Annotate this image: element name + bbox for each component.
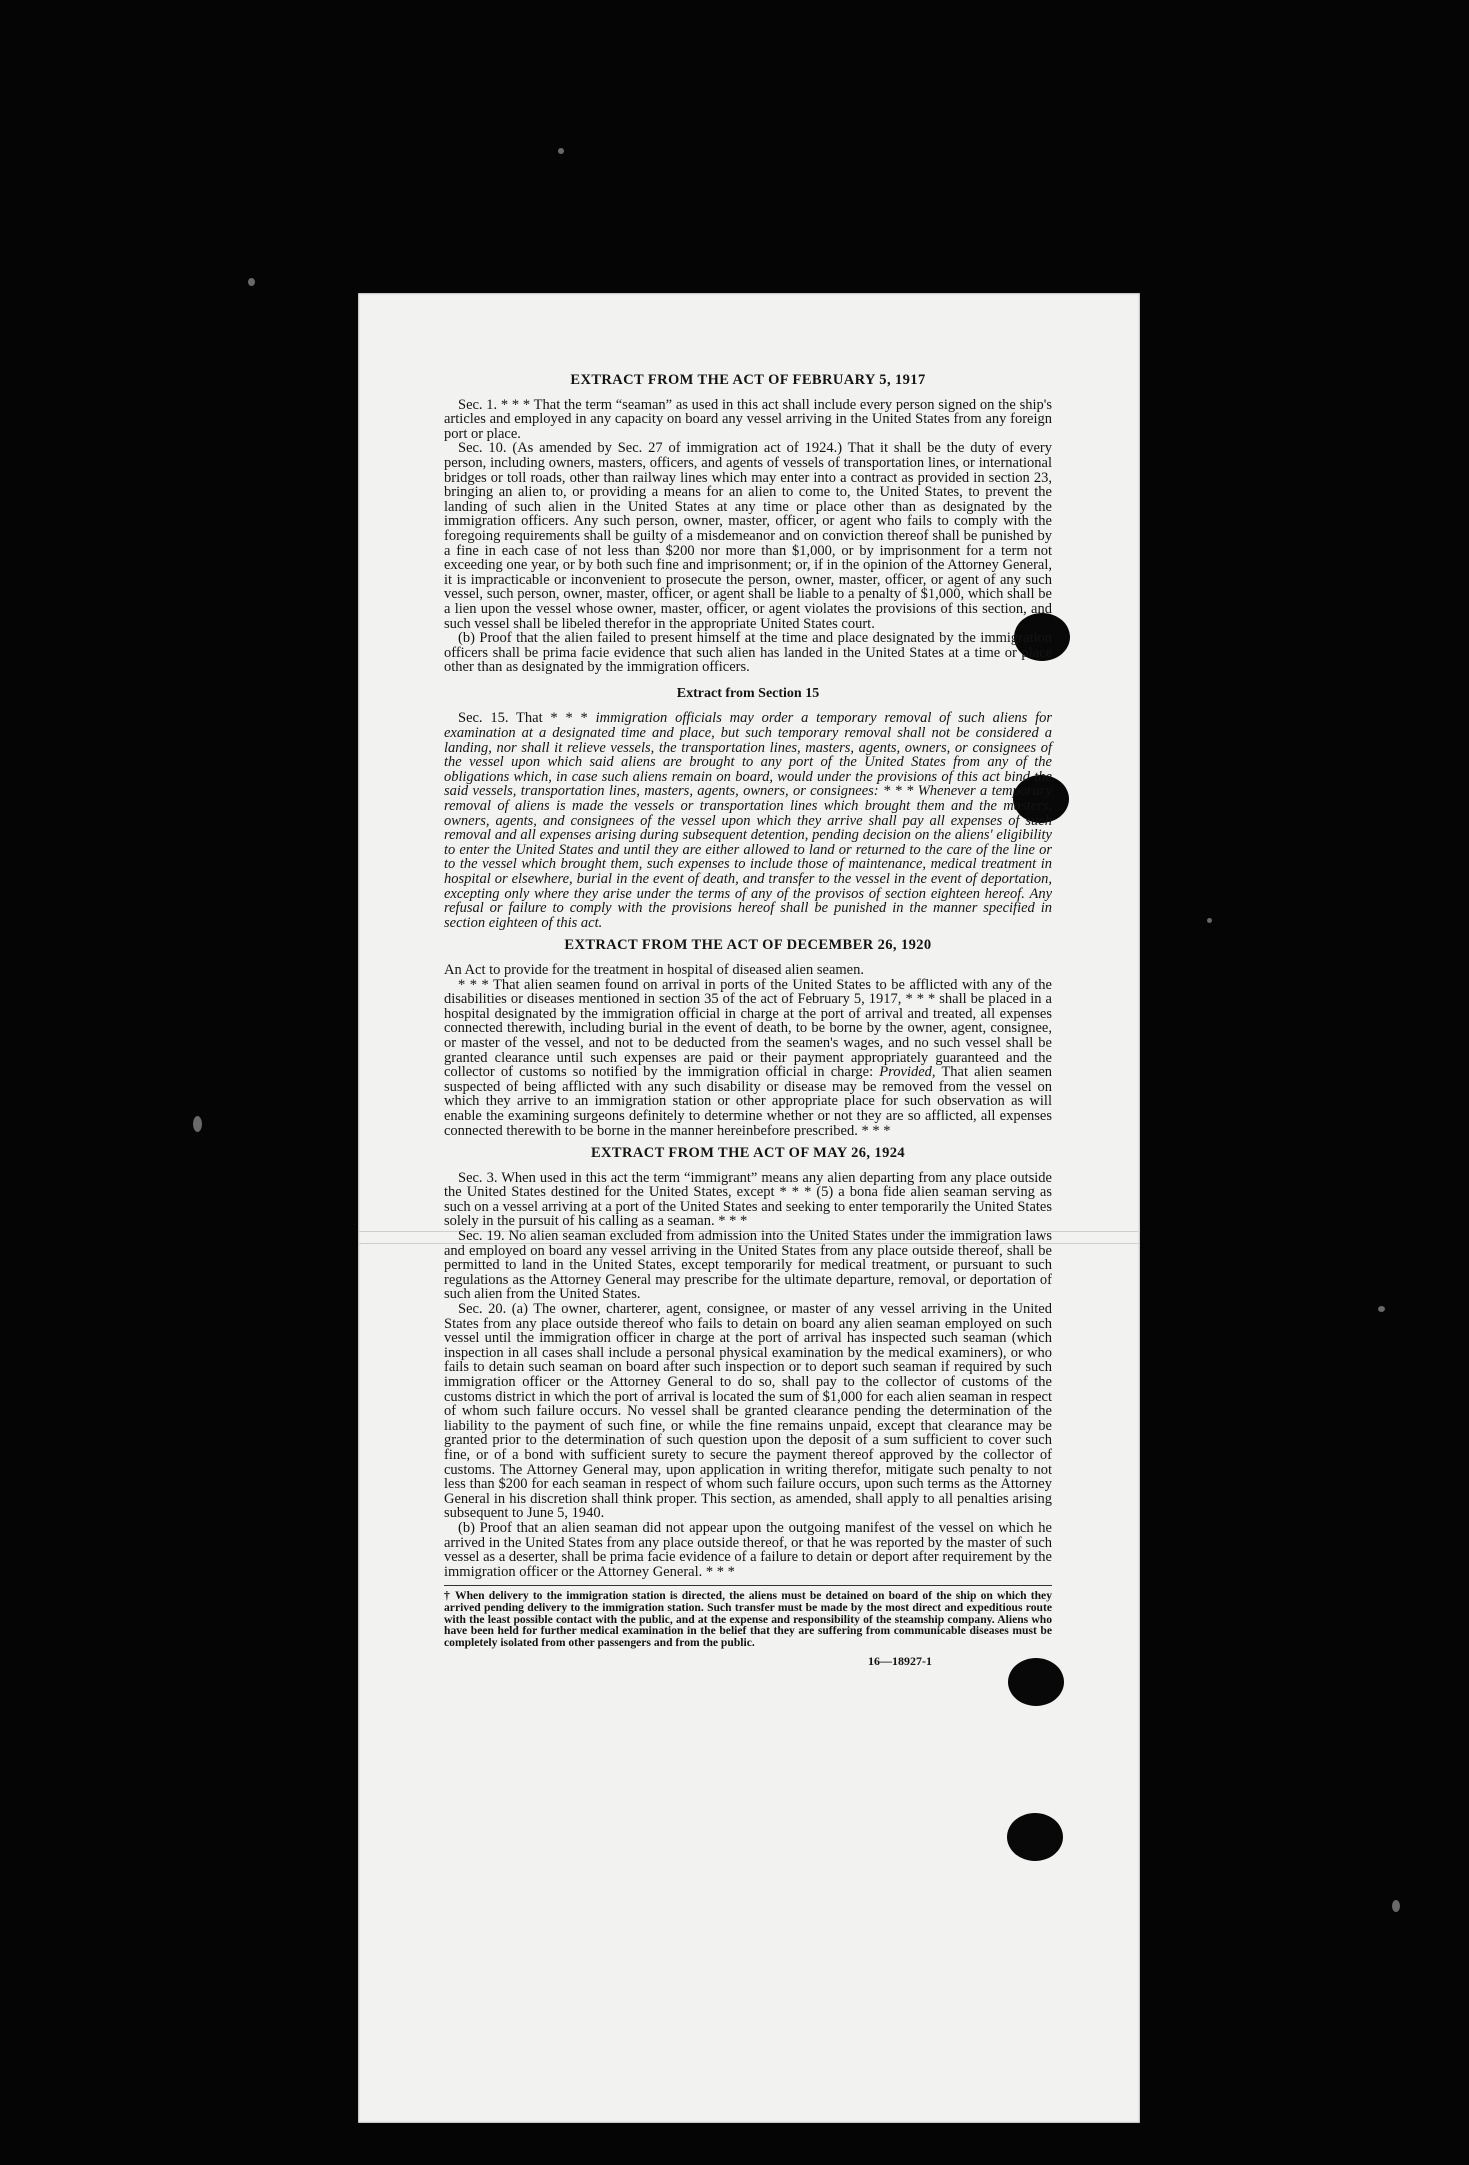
document-page — [358, 293, 1140, 2123]
dust-speck — [1392, 1900, 1400, 1912]
december-act-text-2: That alien seamen suspected of being afflicted with any such disability or disease may be removed from the vessel on which they arrive to an immigration station or other appropriate place for such observation as will enable the examining surgeons definitely to determine whether or not they are so afflicted, all expenses connected therewith to be borne in the manner hereinbefore prescribed. * * * — [444, 1064, 1053, 1139]
footnote: † When delivery to the immigration station is directed, the aliens must be detained on board of the ship on which they arrived pending delivery to the immigration station. Such transfer must be made by the most direct and expeditious route with the least possible contact with the public, and at the expense and responsibility of the steamship company. Aliens who have been held for further medical examination in the belief that they are suffering from communicable diseases must be completely isolated from other passengers and from the public. — [444, 1585, 1052, 1648]
december-act-text — [444, 978, 1052, 1139]
form-number: 16—18927-1 — [868, 1654, 932, 1669]
section-10-b: (b) Proof that the alien failed to present himself at the time and place designated by the immigration officers shall be prima facie evidence that such alien has landed in the United States at a time or place other than as designated by the immigration officers. — [444, 630, 1052, 676]
section-15-text: immigration officials may order a temporary removal of such aliens for examination at a designated time and place, but such temporary removal shall not be considered a landing, nor shall it relieve vessels, the transportation lines, masters, agents, owners, or consignees of the vessel upon which said aliens are brought to any port of the United States from any of the obligations which, in case such aliens remain on board, would under the provisions of this act bind the said vessels, transportation lines, masters, agents, owners, or consignees: * * * Whenever a temporary removal of aliens is made the vessels or transportation lines which brought them and the masters, owners, agents, and consignees of the vessel upon which they arrive shall pay all expenses of such removal and all expenses arising during subsequent detention, pending decision on the aliens' eligibility to enter the United States and until they are either allowed to land or returned to the care of the line or to the vessel which brought them, such expenses to include those of maintenance, medical treatment in hospital or elsewhere, burial in the event of death, and transfer to the vessel in the event of deportation, excepting only where they arise under the terms of any of the provisos of section eighteen hereof. Any refusal or failure to comply with the provisions hereof shall be punished in the manner specified in section eighteen of this act. — [444, 710, 1053, 931]
december-act-text-1: * * * That alien seamen found on arrival in ports of the United States to be afflicted with any of the disabilities or diseases mentioned in section 35 of the act of February 5, 1917, * * * shall be placed in a hospital designated by the immigration official in charge at the port of arrival and treated, all expenses connected therewith, including burial in the event of death, to be borne by the owner, agent, consignee, or master of the vessel, and not to be deducted from the seamen's wages, and no such vessel shall be granted clearance until such expenses are paid or their payment appropriately guaranteed and the collector of customs so notified by the immigration official in charge: — [444, 976, 1052, 1081]
december-act-heading: EXTRACT FROM THE ACT OF DECEMBER 26, 1920 — [564, 937, 932, 954]
document-content — [444, 373, 1052, 1669]
dust-speck — [1207, 918, 1212, 923]
section-15-heading: Extract from Section 15 — [676, 685, 820, 701]
section-3: Sec. 3. When used in this act the term “immigrant” means any alien departing from any place outside the United States destined for the United States, except * * * (5) a bona fide alien seaman serving as such on a vessel arriving at a port of the United States and seeking to enter temporarily the United States solely in the pursuit of his calling as a seaman. * * * — [444, 1169, 1052, 1230]
dust-speck — [558, 148, 564, 154]
section-15-lead: Sec. 15. That * * * — [458, 710, 588, 727]
dust-speck — [1378, 1306, 1385, 1312]
section-1: Sec. 1. * * * That the term “seaman” as used in this act shall include every person signed on the ship's articles and employed in any capacity on board any vessel arriving in the United States from any foreign port or place. — [444, 396, 1052, 442]
section-20-b: (b) Proof that an alien seaman did not appear upon the outgoing manifest of the vessel on which he arrived in the United States from any place outside thereof, or that he was reported by the master of such vessel as a deserter, shall be prima facie evidence of a failure to detain or deport after requirement by the immigration officer or the Attorney General. * * * — [444, 1519, 1052, 1580]
page-title: EXTRACT FROM THE ACT OF FEBRUARY 5, 1917 — [570, 372, 926, 388]
section-15 — [444, 711, 1052, 930]
section-19: Sec. 19. No alien seaman excluded from admission into the United States under the immigration laws and employed on board any vessel arriving in the United States from any place outside thereof, shall be permitted to land in the United States, except temporarily for medical treatment, or pursuant to such regulations as the Attorney General may prescribe for the ultimate departure, removal, or deportation of such alien from the United States. — [444, 1228, 1052, 1303]
december-act-provided: Provided, — [879, 1064, 936, 1081]
dust-speck — [193, 1116, 202, 1132]
section-20: Sec. 20. (a) The owner, charterer, agent, consignee, or master of any vessel arriving in the United States from any place outside thereof who fails to detain on board any alien seaman employed on such vessel until the immigration officer in charge at the port of arrival has inspected such seaman (which inspection in all cases shall include a personal physical examination by the medical examiners), or who fails to detain such seaman on board after such inspection or to deport such seaman if required by such immigration officer or the Attorney General to do so, shall pay to the collector of customs of the customs district in which the port of arrival is located the sum of $1,000 for each alien seaman in respect of whom such failure occurs. No vessel shall be granted clearance pending the determination of the liability to the payment of such fine, or while the fine remains unpaid, except that clearance may be granted prior to the determination of such question upon the deposit of a sum sufficient to cover such fine, or of a bond with sufficient surety to secure the payment thereof approved by the collector of customs. The Attorney General may, upon application in writing therefor, mitigate such penalty to not less than $200 for each seaman in respect of whom such failure occurs, upon such terms as the Attorney General in his discretion shall think proper. This section, as amended, shall apply to all penalties arising subsequent to June 5, 1940. — [444, 1301, 1052, 1522]
section-10: Sec. 10. (As amended by Sec. 27 of immigration act of 1924.) That it shall be the duty of every person, including owners, masters, officers, and agents of vessels of transportation lines, or international bridges or toll roads, other than railway lines which may enter into a contract as provided in section 23, bringing an alien to, or providing a means for an alien to come to, the United States, to prevent the landing of such alien in the United States at any time or place other than as designated by the immigration officers. Any such person, owner, master, officer, or agent who fails to comply with the foregoing requirements shall be guilty of a misdemeanor and on conviction thereof shall be punished by a fine in each case of not less than $200 nor more than $1,000, or by imprisonment for a term not exceeding one year, or by both such fine and imprisonment; or, if in the opinion of the Attorney General, it is impracticable or inconvenient to prosecute the person, owner, master, officer, or agent of any such vessel, such person, owner, master, officer, or agent shall be liable to a penalty of $1,000, which shall be a lien upon the vessel whose owner, master, officer, or agent violates the provisions of this section, and such vessel shall be libeled therefor in the appropriate United States court. — [444, 440, 1052, 632]
may-act-heading: EXTRACT FROM THE ACT OF MAY 26, 1924 — [590, 1145, 906, 1162]
december-act-title: An Act to provide for the treatment in hospital of diseased alien seamen. — [444, 961, 864, 978]
punch-hole — [1007, 1813, 1063, 1861]
dust-speck — [248, 278, 255, 286]
